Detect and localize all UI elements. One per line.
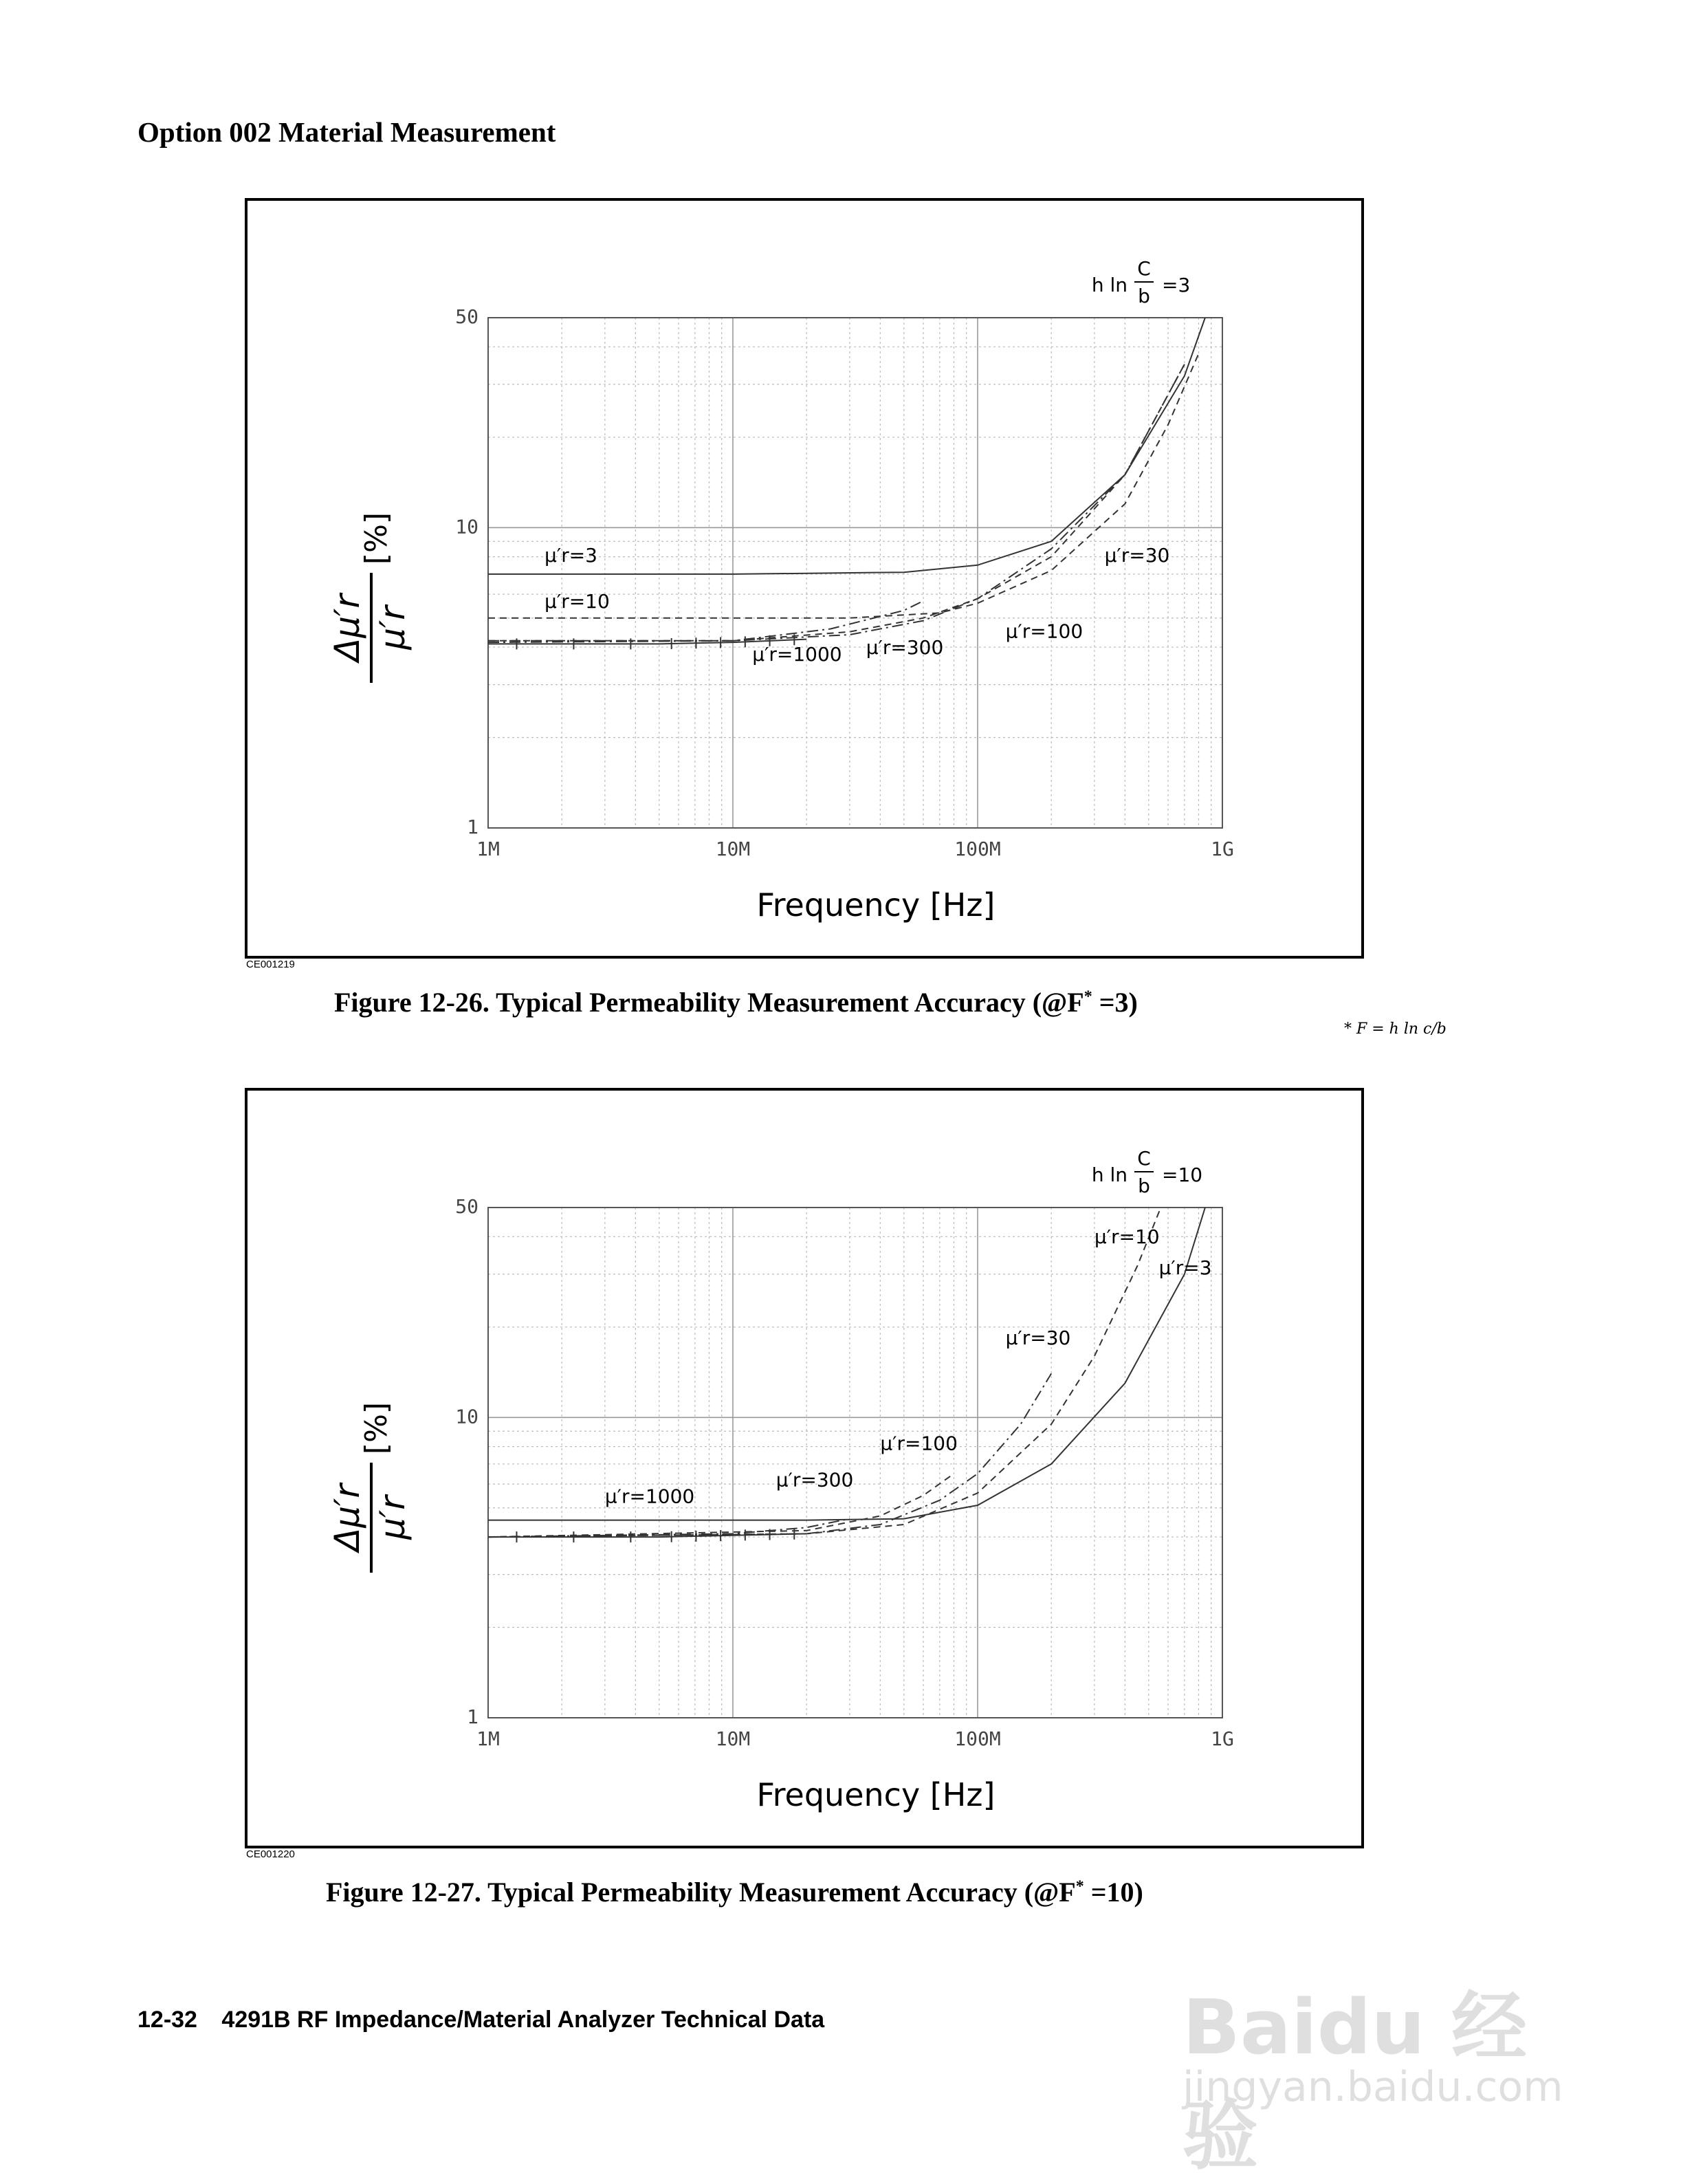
y-tick-label: 10 xyxy=(455,515,478,538)
figure-caption-2 xyxy=(326,1876,1143,1908)
watermark xyxy=(1182,1905,1581,2180)
figure-code-2: CE001220 xyxy=(246,1848,295,1860)
caption-star: * xyxy=(1075,1877,1084,1896)
y-label-denominator: μ′r xyxy=(373,606,412,650)
y-tick-label: 1 xyxy=(467,1705,478,1728)
x-tick-label: 1M xyxy=(476,838,500,860)
x-tick-label: 1M xyxy=(476,1727,500,1750)
figure-frame-2 xyxy=(245,1088,1364,1848)
y-label-unit: [%] xyxy=(359,512,394,565)
series-annotation: μ′r=1000 xyxy=(604,1485,695,1508)
series-annotation: μ′r=10 xyxy=(1094,1225,1160,1249)
caption-suffix: =10) xyxy=(1084,1877,1143,1908)
series-annotation: μ′r=100 xyxy=(880,1432,958,1455)
footnote: * F = h ln c/b xyxy=(1344,1020,1446,1038)
x-tick-label: 100M xyxy=(954,1727,1001,1750)
parameter-label-pre: h ln xyxy=(1091,1164,1128,1186)
parameter-label-num: C xyxy=(1137,1147,1151,1170)
y-tick-label: 50 xyxy=(455,305,478,328)
figure-caption-1 xyxy=(334,986,1138,1018)
x-tick-label: 100M xyxy=(954,838,1001,860)
series-annotation: μ′r=3 xyxy=(544,543,598,567)
caption-suffix: =3) xyxy=(1092,987,1138,1018)
plot-area-border xyxy=(488,1208,1222,1718)
parameter-label-den: b xyxy=(1138,1175,1150,1197)
x-tick-label: 10M xyxy=(715,1727,751,1750)
parameter-label-den: b xyxy=(1138,285,1150,307)
chart-2 xyxy=(248,1091,1361,1846)
series-annotation: μ′r=30 xyxy=(1104,543,1170,567)
series-annotation: μ′r=1000 xyxy=(752,643,842,666)
series-annotation: μ′r=100 xyxy=(1005,620,1084,643)
y-label-denominator: μ′r xyxy=(373,1496,412,1540)
series-line xyxy=(488,1474,954,1537)
caption-star: * xyxy=(1084,987,1092,1006)
y-tick-label: 10 xyxy=(455,1405,478,1428)
parameter-label-pre: h ln xyxy=(1091,274,1128,296)
y-tick-label: 1 xyxy=(467,816,478,838)
series-annotation: μ′r=300 xyxy=(776,1468,854,1492)
y-axis-label xyxy=(327,512,412,683)
series-annotation: μ′r=3 xyxy=(1158,1256,1212,1279)
y-label-numerator: Δμ′r xyxy=(327,594,367,662)
series-line xyxy=(488,353,1199,618)
y-label-unit: [%] xyxy=(359,1401,394,1455)
series-line xyxy=(488,1373,1051,1537)
series-annotation: μ′r=10 xyxy=(544,590,610,613)
footer-doc-title: 4291B RF Impedance/Material Analyzer Technical Data xyxy=(221,2007,825,2033)
y-axis-label xyxy=(327,1402,412,1573)
parameter-label xyxy=(1092,257,1190,307)
watermark-url: jingyan.baidu.com xyxy=(1182,2063,1563,2111)
parameter-label-post: =3 xyxy=(1162,274,1191,296)
parameter-label-post: =10 xyxy=(1162,1164,1203,1186)
caption-text: Figure 12-26. Typical Permeability Measurement Accuracy (@F xyxy=(334,987,1084,1018)
parameter-label xyxy=(1092,1147,1202,1197)
figure-frame-1 xyxy=(245,198,1364,959)
watermark-brand: Baidu 经验 xyxy=(1182,1983,1528,2180)
page-number: 12-32 xyxy=(138,2007,197,2033)
x-tick-label: 10M xyxy=(715,838,751,860)
series-annotation: μ′r=300 xyxy=(866,635,944,659)
series-annotation: μ′r=30 xyxy=(1005,1326,1071,1350)
page-footer xyxy=(138,2007,824,2033)
x-axis-label: Frequency [Hz] xyxy=(756,886,996,924)
x-tick-label: 1G xyxy=(1211,1727,1234,1750)
caption-text: Figure 12-27. Typical Permeability Measurement Accuracy (@F xyxy=(326,1877,1076,1908)
section-title: Option 002 Material Measurement xyxy=(138,116,556,148)
series-line xyxy=(488,318,1205,574)
y-tick-label: 50 xyxy=(455,1195,478,1218)
chart-1 xyxy=(248,201,1361,956)
x-tick-label: 1G xyxy=(1211,838,1234,860)
figure-code-1: CE001219 xyxy=(246,959,295,970)
y-label-numerator: Δμ′r xyxy=(327,1484,367,1551)
x-axis-label: Frequency [Hz] xyxy=(756,1776,996,1813)
parameter-label-num: C xyxy=(1137,257,1151,280)
grid xyxy=(488,1208,1222,1718)
